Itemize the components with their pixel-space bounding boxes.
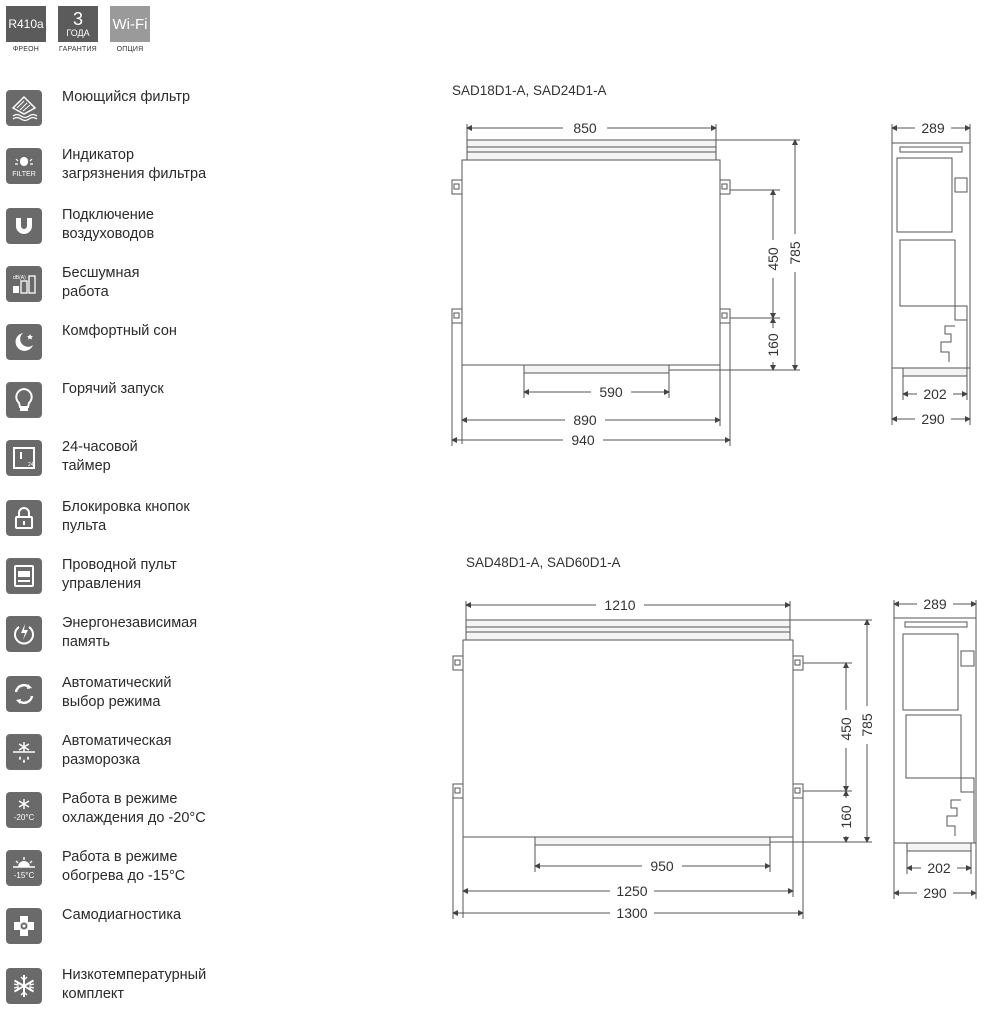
- dim-inner-height-2: 450: [838, 717, 854, 741]
- feature-text: Индикатор загрязнения фильтра: [62, 147, 207, 182]
- model-title-1: SAD18D1-A, SAD24D1-A: [452, 83, 607, 98]
- feature-text: Энергонезависимая память: [62, 615, 198, 650]
- db-label: dB(A): [13, 275, 26, 281]
- dim-side-base-2: 290: [923, 885, 947, 901]
- feature-text: Блокировка кнопок пульта: [62, 499, 190, 534]
- dim-side-depth-1: 289: [921, 120, 945, 136]
- dim-total-height-1: 785: [787, 241, 803, 265]
- feature-text: Подключение воздуховодов: [62, 207, 155, 242]
- feature-text: Комфортный сон: [62, 323, 177, 339]
- feature-text: 24-часовой таймер: [62, 439, 138, 474]
- dim-side-outlet-1: 202: [923, 386, 947, 402]
- cooling-label: -20°C: [13, 813, 35, 822]
- dim-side-depth-2: 289: [923, 596, 947, 612]
- heating-label: -15°C: [13, 871, 35, 880]
- dim-total-width-1: 940: [571, 432, 595, 448]
- freon-label: R410a: [8, 17, 44, 31]
- freon-caption: ФРЕОН: [12, 46, 40, 53]
- feature-text: Проводной пульт управления: [62, 557, 177, 592]
- feature-text: Моющийся фильтр: [62, 89, 191, 105]
- warranty-years: 3: [72, 9, 83, 29]
- dim-lower-offset-2: 160: [838, 805, 854, 829]
- dim-lower-offset-1: 160: [765, 333, 781, 357]
- wifi-caption: ОПЦИЯ: [116, 46, 144, 53]
- timer-label: 24: [28, 462, 34, 468]
- dim-bottom-width-1: 590: [599, 384, 623, 400]
- dim-inner-height-1: 450: [765, 247, 781, 271]
- dim-top-width-2: 1210: [604, 597, 636, 613]
- feature-text: Автоматический выбор режима: [62, 675, 172, 710]
- dim-side-base-1: 290: [921, 411, 945, 427]
- filter-label: FILTER: [12, 171, 36, 178]
- feature-text: Работа в режиме охлаждения до -20°C: [62, 791, 206, 826]
- dim-total-width-2: 1300: [616, 905, 648, 921]
- dim-total-height-2: 785: [859, 713, 875, 737]
- wifi-label: Wi-Fi: [112, 15, 148, 33]
- feature-text: Автоматическая разморозка: [62, 733, 172, 768]
- unit-side-view-1: [892, 124, 970, 425]
- feature-text: Работа в режиме обогрева до -15°C: [62, 849, 186, 884]
- model-title-2: SAD48D1-A, SAD60D1-A: [466, 555, 621, 570]
- dim-bottom-width-2: 950: [650, 858, 674, 874]
- dim-side-outlet-2: 202: [927, 860, 951, 876]
- dim-body-width-2: 1250: [616, 883, 648, 899]
- feature-text: Низкотемпературный комплект: [62, 967, 207, 1002]
- feature-text: Самодиагностика: [62, 907, 182, 923]
- unit-side-view-2: [894, 600, 976, 899]
- warranty-caption: ГАРАНТИЯ: [59, 46, 97, 53]
- dim-top-width-1: 850: [573, 120, 597, 136]
- feature-text: Бесшумная работа: [62, 265, 140, 300]
- dim-body-width-1: 890: [573, 412, 597, 428]
- warranty-unit: ГОДА: [66, 28, 90, 38]
- feature-text: Горячий запуск: [62, 381, 164, 397]
